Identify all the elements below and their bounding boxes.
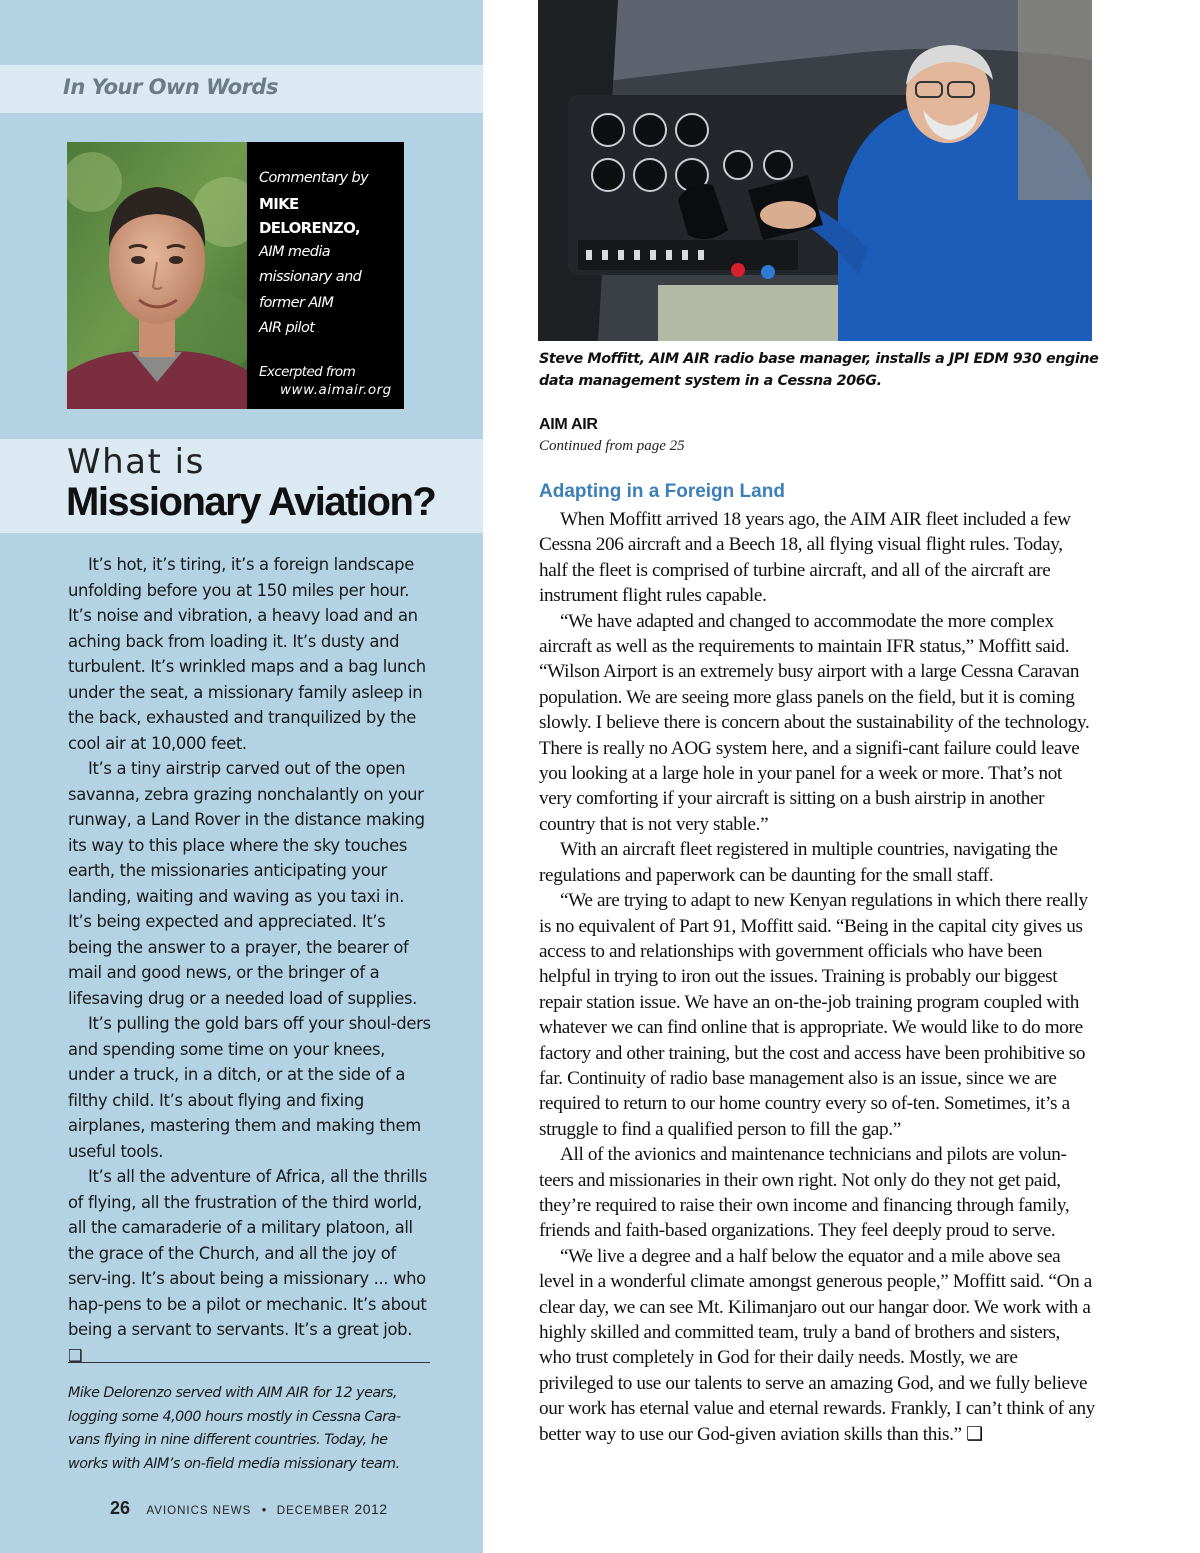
sidebar-column (0, 0, 483, 1553)
section-tag-label: In Your Own Words (63, 75, 278, 99)
title-small: What is (67, 442, 205, 482)
author-box (67, 142, 404, 409)
sidebar-paragraph: It’s hot, it’s tiring, it’s a foreign landscape unfolding before you at 150 miles per hour. It’s noise and vibration, a heavy load and an aching back from loading it. It’s dusty and turbulent. It’s wrinkled maps and a bag lunch under the seat, a missionary family asleep in the back, exhausted and tranquilized by the cool air at 10,000 feet. (68, 555, 426, 753)
bio-divider (68, 1362, 430, 1363)
page-title: Missionary Aviation? (66, 480, 436, 524)
author-name: MIKE DELORENZO, (259, 194, 360, 237)
article-paragraph: “We have adapted and changed to accommodate the more complex aircraft as well as the requirements to maintain IFR status,” Moffitt said. “Wilson Airport is an extremely busy airport with a large Cessna Caravan population. We are seeing more glass panels on the field, but it is coming slowly. I believe there is concern about the sustainability of the technology. There is really no AOG system here, and a signifi-cant failure could leave you looking at a large hole in your panel for a week or more. That’s not very comforting if your aircraft is sitting on a bush airstrip in another country that is not very stable.” (539, 610, 1090, 835)
sidebar-article-body (68, 552, 431, 1368)
sidebar-paragraph: It’s a tiny airstrip carved out of the open savanna, zebra grazing nonchalantly on your runway, a Land Rover in the distance making its way to this place where the sky touches earth, the missionaries anticipating your landing, waiting and waving as you taxi in. It’s being expected and appreciated. It’s being the answer to a prayer, the bearer of mail and good news, or the bringer of a lifesaving drug or a needed load of supplies. (68, 759, 425, 1008)
author-role-line: former AIM (259, 294, 334, 311)
author-credit (259, 166, 399, 399)
commentary-by-label: Commentary by (259, 170, 369, 186)
page-folio (110, 1498, 388, 1519)
source-url: www.aimair.org (280, 381, 392, 398)
article-subhead: Adapting in a Foreign Land (539, 481, 785, 502)
continued-from: Continued from page 25 (539, 438, 685, 454)
section-tag (0, 65, 483, 113)
issue-year: 2012 (354, 1501, 388, 1517)
author-role-line: AIR pilot (259, 320, 315, 336)
page-number: 26 (110, 1498, 131, 1518)
issue-month: DECEMBER (276, 1505, 350, 1517)
author-bio: Mike Delorenzo served with AIM AIR for 12 years, logging some 4,000 hours mostly in Cessna Cara-vans flying in nine different countries. Today, he works with AIM’s on-field media missionary team. (68, 1385, 401, 1472)
title-band (0, 439, 483, 533)
sidebar-paragraph: It’s all the adventure of Africa, all the thrills of flying, all the frustration of the third world, all the camaraderie of a military platoon, all the grace of the Church, and all the joy of serv-ing. It’s about being a missionary ... who hap-pens to be a pilot or mechanic. It’s about being a servant to servants. It’s a great job. ❑ (68, 1167, 428, 1365)
article-paragraph: “We live a degree and a half below the equator and a mile above sea level in a wonderful climate amongst generous people,” Moffitt said. “On a clear day, we can see Mt. Kilimanjaro out our hangar door. We work with a highly skilled and committed team, truly a band of brothers and sisters, who trust completely in God for their daily needs. Mostly, we are privileged to use our talents to serve an amazing God, and we fully believe our work has eternal value and eternal rewards. Frankly, I can’t think of any better way to use our God-given aviation skills than this.” ❑ (539, 1245, 1095, 1445)
article-paragraph: All of the avionics and maintenance technicians and pilots are volun-teers and missionaries in their own right. Not only do they not get paid, they’re required to raise their own income and financing through family, friends and faith-based organizations. They feel deeply proud to serve. (539, 1144, 1070, 1242)
article-paragraph: When Moffitt arrived 18 years ago, the AIM AIR fleet included a few Cessna 206 aircraft and a Beech 18, all flying visual flight rules. Today, half the fleet is comprised of turbine aircraft, and all of the aircraft are instrument flight rules capable. (539, 509, 1071, 607)
excerpted-from-label: Excerpted from (259, 363, 356, 380)
magazine-name: AVIONICS NEWS (146, 1505, 252, 1517)
article-kicker: AIM AIR (539, 416, 598, 433)
author-portrait (67, 142, 247, 409)
sidebar-paragraph: It’s pulling the gold bars off your shoul-ders and spending some time on your knees, under a truck, in a ditch, or at the side of a filthy child. It’s about flying and fixing airplanes, mastering them and making them useful tools. (68, 1014, 431, 1161)
author-role-line: missionary and (259, 269, 362, 285)
cockpit-photo-image (538, 0, 1092, 341)
folio-separator: • (261, 1502, 267, 1517)
author-role-line: AIM media (259, 243, 331, 260)
article-paragraph: “We are trying to adapt to new Kenyan regulations in which there really is no equivalent of Part 91, Moffitt said. “Being in the capital city gives us access to and relationships with government officials who have been helpful in trying to iron out the issues. Training is probably our biggest repair station issue. We have an on-the-job training program coupled with whatever we can find online that is appropriate. We would like to do more factory and other training, but the cost and access have been prohibitive so far. Continuity of radio base management also is an issue, since we are required to return to our home country every so of-ten. Sometimes, it’s a struggle to find a qualified person to fill the gap.” (539, 890, 1088, 1140)
main-article-body (539, 507, 1095, 1447)
article-photo (538, 0, 1092, 341)
photo-caption: Steve Moffitt, AIM AIR radio base manager, installs a JPI EDM 930 engine data management system in a Cessna 206G. (539, 351, 1099, 389)
article-paragraph: With an aircraft fleet registered in multiple countries, navigating the regulations and paperwork can be daunting for the small staff. (539, 839, 1058, 886)
author-portrait-image (67, 142, 247, 409)
